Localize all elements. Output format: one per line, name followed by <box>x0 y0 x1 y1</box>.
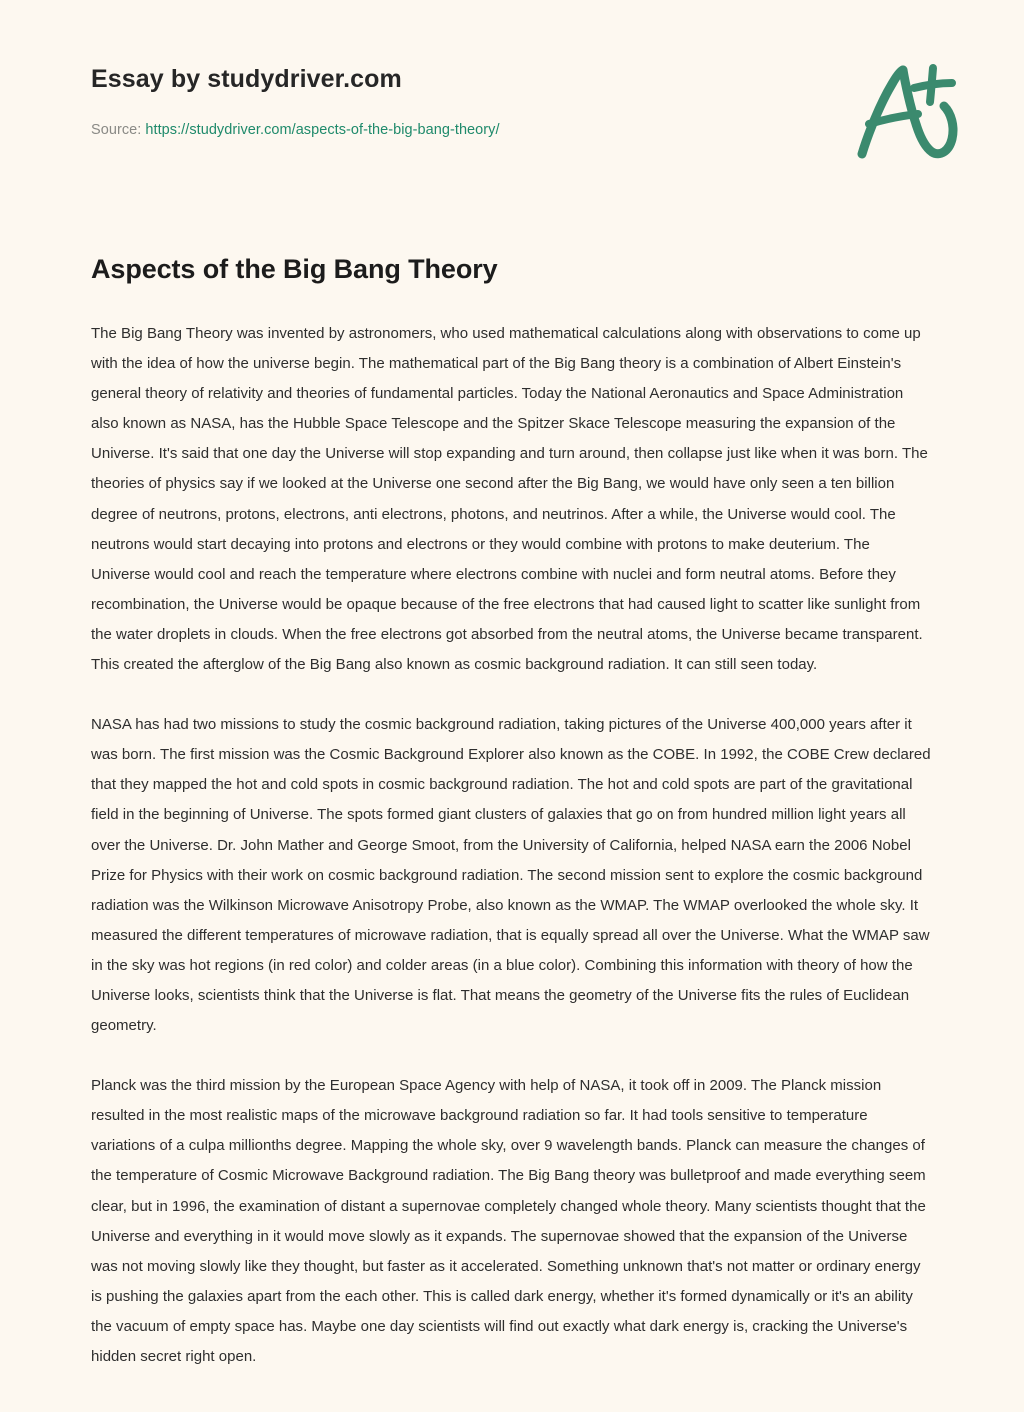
source-line <box>91 120 950 140</box>
studydriver-a-plus-logo-icon <box>848 58 968 168</box>
paragraph: NASA has had two missions to study the cosmic background radiation, taking pictures of the Universe 400,000 years after it was born. The first mission was the Cosmic Background Explorer also known as the COBE. In 1992, the COBE Crew declared that they mapped the hot and cold spots in cosmic background radiation. The hot and cold spots are part of the gravitational field in the beginning of Universe. The spots formed giant clusters of galaxies that go on from hundred million light years all over the Universe. Dr. John Mather and George Smoot, from the University of California, helped NASA earn the 2006 Nobel Prize for Physics with their work on cosmic background radiation. The second mission sent to explore the cosmic background radiation was the Wilkinson Microwave Anisotropy Probe, also known as the WMAP. The WMAP overlooked the whole sky. It measured the different temperatures of microwave radiation, that is equally spread all over the Universe. What the WMAP saw in the sky was hot regions (in red color) and colder areas (in a blue color). Combining this information with theory of how the Universe looks, scientists think that the Universe is flat. That means the geometry of the Universe fits the rules of Euclidean geometry. <box>91 716 931 1035</box>
page-title: Aspects of the Big Bang Theory <box>91 254 498 284</box>
paragraph: The Big Bang Theory was invented by astronomers, who used mathematical calculations along with observations to come up with the idea of how the universe begin. The mathematical part of the Big Bang theory is a combination of Albert Einstein's general theory of relativity and theories of fundamental particles. Today the National Aeronautics and Space Administration also known as NASA, has the Hubble Space Telescope and the Spitzer Skace Telescope measuring the expansion of the Universe. It's said that one day the Universe will stop expanding and turn around, then collapse just like when it was born. The theories of physics say if we looked at the Universe one second after the Big Bang, we would have only seen a ten billion degree of neutrons, protons, electrons, anti electrons, photons, and neutrinos. After a while, the Universe would cool. The neutrons would start decaying into protons and electrons or they would combine with protons to make deuterium. The Universe would cool and reach the temperature where electrons combine with nuclei and form neutral atoms. Before they recombination, the Universe would be opaque because of the free electrons that had caused light to scatter like sunlight from the water droplets in clouds. When the free electrons got absorbed from the neutral atoms, the Universe became transparent. This created the afterglow of the Big Bang also known as cosmic background radiation. It can still seen today. <box>91 325 928 674</box>
source-url-link[interactable]: https://studydriver.com/aspects-of-the-big-bang-theory/ <box>145 122 500 138</box>
brand-byline: Essay by studydriver.com <box>91 65 402 93</box>
source-label: Source: <box>91 122 146 138</box>
essay-article <box>0 252 1024 1412</box>
essay-body <box>91 319 933 1372</box>
paragraph: Planck was the third mission by the European Space Agency with help of NASA, it took off in 2009. The Planck mission resulted in the most realistic maps of the microwave background radiation so far. It had tools sensitive to temperature variations of a culpa millionths degree. Mapping the whole sky, over 9 wavelength bands. Planck can measure the changes of the temperature of Cosmic Microwave Background radiation. The Big Bang theory was bulletproof and made everything seem clear, but in 1996, the examination of distant a supernovae completely changed whole theory. Many scientists thought that the Universe and everything in it would move slowly as it expands. The supernovae showed that the expansion of the Universe was not moving slowly like they thought, but faster as it accelerated. Something unknown that's not matter or ordinary energy is pushing the galaxies apart from the each other. This is called dark energy, whether it's formed dynamically or it's an ability the vacuum of empty space has. Maybe one day scientists will find out exactly what dark energy is, cracking the Universe's hidden secret right open. <box>91 1077 926 1365</box>
document-header <box>0 0 1024 200</box>
